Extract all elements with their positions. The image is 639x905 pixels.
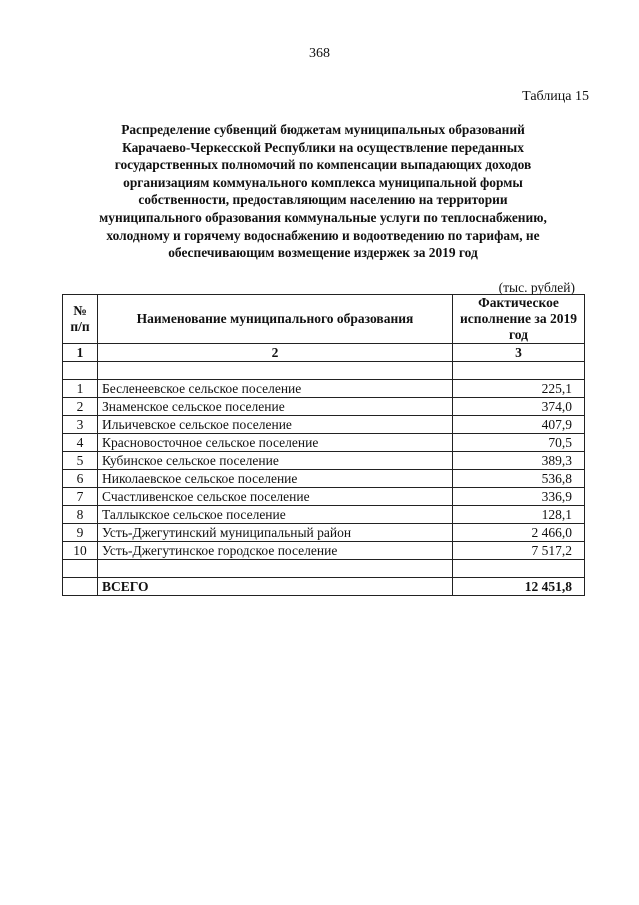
row-value: 225,1: [453, 380, 585, 398]
row-value: 407,9: [453, 416, 585, 434]
title-line: Карачаево-Черкесской Республики на осуществление переданных: [122, 139, 524, 155]
row-name: Знаменское сельское поселение: [98, 398, 453, 416]
title-line: обеспечивающим возмещение издержек за 2019 год: [168, 245, 478, 261]
row-value: 374,0: [453, 398, 585, 416]
row-name: Кубинское сельское поселение: [98, 452, 453, 470]
table-row: [63, 452, 585, 470]
row-value: 336,9: [453, 488, 585, 506]
row-value: 7 517,2: [453, 542, 585, 560]
row-number: 8: [63, 506, 98, 524]
total-label: ВСЕГО: [98, 578, 453, 596]
row-number: 1: [63, 380, 98, 398]
row-value: 70,5: [453, 434, 585, 452]
table-row: [63, 488, 585, 506]
row-name: Николаевское сельское поселение: [98, 470, 453, 488]
table-body: [63, 380, 585, 560]
total-row: [63, 578, 585, 596]
row-number: 7: [63, 488, 98, 506]
row-value: 2 466,0: [453, 524, 585, 542]
subvention-table: [62, 294, 585, 596]
row-number: 9: [63, 524, 98, 542]
header-value: Фактическое исполнение за 2019 год: [453, 295, 585, 344]
row-name: Таллыкское сельское поселение: [98, 506, 453, 524]
col-number: 3: [453, 344, 585, 362]
col-number: 2: [98, 344, 453, 362]
row-name: Усть-Джегутинский муниципальный район: [98, 524, 453, 542]
row-name: Ильичевское сельское поселение: [98, 416, 453, 434]
title-line: собственности, предоставляющим населению на территории: [138, 192, 508, 208]
table-row: [63, 542, 585, 560]
table-row: [63, 398, 585, 416]
row-number: 3: [63, 416, 98, 434]
page-number: 368: [309, 46, 330, 61]
table-row: [63, 380, 585, 398]
row-name: Счастливенское сельское поселение: [98, 488, 453, 506]
row-number: 6: [63, 470, 98, 488]
table-row: [63, 434, 585, 452]
row-number: 4: [63, 434, 98, 452]
table-row: [63, 506, 585, 524]
table-label: Таблица 15: [522, 89, 589, 104]
row-number: 2: [63, 398, 98, 416]
table-row: [63, 416, 585, 434]
title-line: Распределение субвенций бюджетам муниципальных образований: [121, 122, 525, 137]
row-name: Усть-Джегутинское городское поселение: [98, 542, 453, 560]
title-line: организациям коммунального комплекса муниципальной формы: [123, 174, 523, 190]
row-number: 5: [63, 452, 98, 470]
document-title: [62, 121, 584, 262]
title-line: муниципального образования коммунальные услуги по теплоснабжению,: [99, 209, 547, 225]
empty-row: [63, 362, 585, 380]
row-name: Красновосточное сельское поселение: [98, 434, 453, 452]
row-value: 389,3: [453, 452, 585, 470]
col-number: 1: [63, 344, 98, 362]
row-name: Беслeнеевское сельское поселение: [98, 380, 453, 398]
row-value: 128,1: [453, 506, 585, 524]
empty-row: [63, 560, 585, 578]
title-line: холодному и горячему водоснабжению и водоотведению по тарифам, не: [106, 227, 540, 243]
column-numbers-row: [63, 344, 585, 362]
header-num: № п/п: [63, 295, 98, 344]
title-line: государственных полномочий по компенсации выпадающих доходов: [114, 157, 532, 173]
table-header-row: [63, 295, 585, 344]
header-name: Наименование муниципального образования: [98, 295, 453, 344]
row-number: 10: [63, 542, 98, 560]
table-row: [63, 524, 585, 542]
total-value: 12 451,8: [453, 578, 585, 596]
row-value: 536,8: [453, 470, 585, 488]
table-row: [63, 470, 585, 488]
units-label: (тыс. рублей): [498, 280, 575, 295]
